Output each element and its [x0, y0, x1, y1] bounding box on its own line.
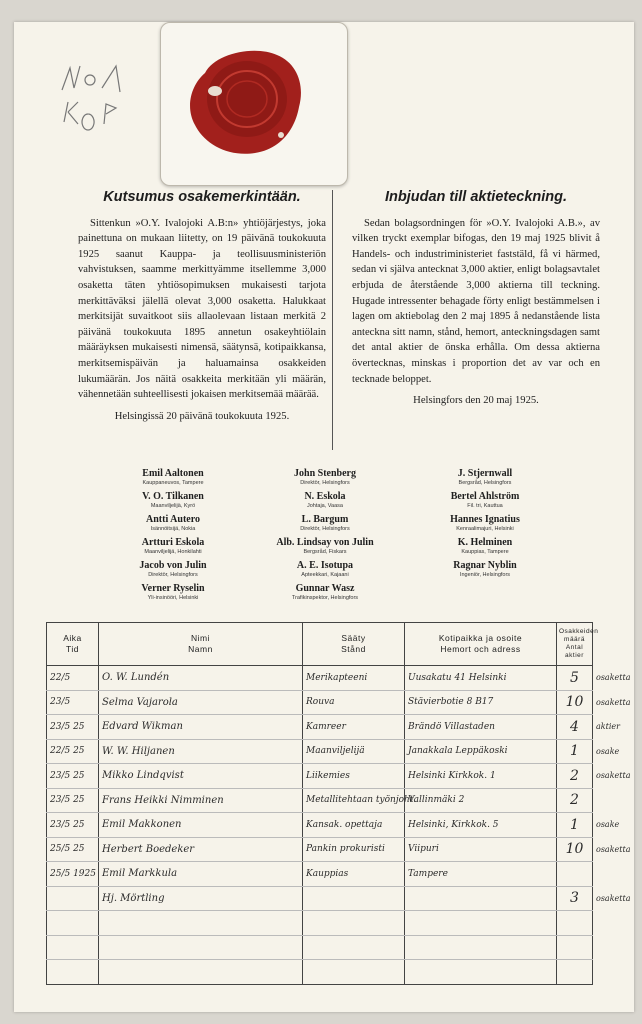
- cell-status: [303, 960, 405, 985]
- cell-margin: osake: [596, 820, 620, 830]
- cell-address: Helsinki, Kirkkok. 5: [405, 813, 557, 838]
- seal-tab: [160, 22, 348, 186]
- cell-shares: 1: [557, 813, 593, 838]
- cell-time: 25/5 1925: [47, 862, 99, 887]
- cell-name: Emil Makkonen: [99, 813, 303, 838]
- signatory-name: J. Stjernwall: [457, 468, 513, 479]
- signatory-name: Bertel Ahlström: [450, 491, 520, 502]
- cell-time: 23/5: [47, 690, 99, 715]
- cell-time: [47, 935, 99, 960]
- signatory-column-3: [390, 468, 580, 583]
- cell-address: Uusakatu 41 Helsinki: [405, 666, 557, 691]
- table-row: [47, 813, 629, 838]
- signatory-title: Direktör, Helsingfors: [148, 572, 198, 578]
- pencil-mark: [58, 58, 158, 128]
- cell-address: [405, 960, 557, 985]
- finnish-body: Sittenkun »O.Y. Ivalojoki A.B:n» yhtiöjärjestys, joka painettuna on mukaan liitetty, on 19 päivänä toukokuuta 1925 saanut Kauppa- ja teollisuusministeriön vahvistuksen, saamme merkittyämme itsellemme 3,000 osaketta täten yhtiösopimuksen mukaisesti tarjota merkittäväksi jälellä olevat 3,000 osaketta. Halukkaat merkitsijät suvaitkoot siis allaolevaan listaan merkitä 2 päivänä toukokuuta 1895 annetun osakeyhtiölain määräyksen mukaisesti nimensä, säätynsä, kotipaikkansa, merkitsemispäivän ja haluamainsa osakkeiden lukumäärän. Jos näitä osakkeita merkitään yli määrän, vähennetään suhteellisesti jokaisen merkitsemää määrää.: [78, 217, 326, 401]
- signatory-title: Maanviljelijä, Kyrö: [150, 503, 196, 509]
- signatory-title: Ingeniör, Helsingfors: [459, 572, 511, 578]
- signatory-title: Bergsråd, Helsingfors: [458, 480, 512, 486]
- cell-name: Edvard Wikman: [99, 715, 303, 740]
- signatory-name: Jacob von Julin: [139, 560, 207, 571]
- signatory-title: Apteekkari, Kajaani: [301, 572, 349, 578]
- cell-status: Maanviljelijä: [303, 739, 405, 764]
- cell-shares: 2: [557, 764, 593, 789]
- cell-status: Kauppias: [303, 862, 405, 887]
- signatory-name: Ragnar Nyblin: [453, 560, 517, 571]
- signatory-title: Yli-insinööri, Helsinki: [147, 595, 199, 601]
- cell-address: Helsinki Kirkkok. 1: [405, 764, 557, 789]
- signatory: [390, 491, 580, 514]
- signatory: [390, 468, 580, 491]
- signatory-name: Verner Ryselin: [141, 583, 205, 594]
- cell-address: Viipuri: [405, 837, 557, 862]
- cell-name: [99, 935, 303, 960]
- column-header-status: Sääty Stånd: [303, 623, 405, 666]
- table-row: [47, 764, 629, 789]
- cell-address: Janakkala Leppäkoski: [405, 739, 557, 764]
- cell-shares: [557, 935, 593, 960]
- cell-address: [405, 935, 557, 960]
- cell-time: 22/5 25: [47, 739, 99, 764]
- cell-time: 23/5 25: [47, 715, 99, 740]
- column-header-time: Aika Tid: [47, 623, 99, 666]
- signatory-title: Bergsråd, Fiskars: [303, 549, 347, 555]
- cell-margin: [593, 911, 629, 936]
- cell-margin: osaketta: [596, 771, 631, 781]
- cell-status: Kansak. opettaja: [303, 813, 405, 838]
- cell-margin: osaketta: [596, 844, 631, 854]
- signatory: [230, 583, 420, 606]
- cell-time: [47, 960, 99, 985]
- cell-margin: osake: [596, 746, 620, 756]
- cell-shares: 5: [557, 666, 593, 691]
- cell-time: 23/5 25: [47, 788, 99, 813]
- table-body: [47, 666, 629, 985]
- cell-status: [303, 911, 405, 936]
- cell-margin: osaketta: [596, 893, 631, 903]
- cell-shares: 2: [557, 788, 593, 813]
- cell-shares: [557, 911, 593, 936]
- table-row: [47, 935, 629, 960]
- table-header: [47, 623, 629, 666]
- signatory-name: Artturi Eskola: [141, 537, 205, 548]
- signatory-title: Direktör, Helsingfors: [300, 480, 350, 486]
- cell-name: O. W. Lundén: [99, 666, 303, 691]
- cell-status: Rouva: [303, 690, 405, 715]
- cell-shares: 3: [557, 886, 593, 911]
- cell-time: 23/5 25: [47, 764, 99, 789]
- table-row: [47, 911, 629, 936]
- cell-name: [99, 960, 303, 985]
- cell-margin: [593, 960, 629, 985]
- swedish-heading: Inbjudan till aktieteckning.: [384, 189, 568, 205]
- signatory-name: A. E. Isotupa: [296, 560, 354, 571]
- column-divider: [332, 190, 333, 450]
- swedish-invitation: [352, 190, 600, 409]
- cell-address: Stävierbotie 8 B17: [405, 690, 557, 715]
- finnish-invitation: [78, 190, 326, 424]
- cell-shares: [557, 862, 593, 887]
- cell-time: 25/5 25: [47, 837, 99, 862]
- signatory-title: Fil. tri, Kauttua: [467, 503, 503, 509]
- signatory-name: N. Eskola: [304, 491, 346, 502]
- signatory: [390, 560, 580, 583]
- cell-time: [47, 886, 99, 911]
- column-header-shares: Osakkeiden määrä Antal aktier: [557, 623, 593, 666]
- signatory: [390, 537, 580, 560]
- cell-shares: [557, 960, 593, 985]
- table-row: [47, 715, 629, 740]
- subscription-form-sheet: [14, 22, 634, 1012]
- cell-name: W. W. Hiljanen: [99, 739, 303, 764]
- table-row: [47, 739, 629, 764]
- cell-shares: 10: [557, 837, 593, 862]
- column-header-name: Nimi Namn: [99, 623, 303, 666]
- cell-shares: 10: [557, 690, 593, 715]
- signatory-title: Trafikinspektor, Helsingfors: [291, 595, 359, 601]
- cell-status: Liikemies: [303, 764, 405, 789]
- cell-time: [47, 911, 99, 936]
- cell-margin: [593, 788, 629, 813]
- table-row: [47, 960, 629, 985]
- cell-name: Mikko Lindqvist: [99, 764, 303, 789]
- cell-name: Emil Markkula: [99, 862, 303, 887]
- cell-status: Merikapteeni: [303, 666, 405, 691]
- cell-shares: 1: [557, 739, 593, 764]
- cell-status: Metallitehtaan työnjoht.: [303, 788, 405, 813]
- cell-name: Frans Heikki Nimminen: [99, 788, 303, 813]
- signatory-name: Antti Autero: [146, 514, 200, 525]
- cell-shares: 4: [557, 715, 593, 740]
- cell-address: [405, 886, 557, 911]
- cell-margin: osaketta: [596, 673, 631, 683]
- signatory-title: Isännöitsijä, Nokia: [150, 526, 196, 532]
- cell-address: [405, 911, 557, 936]
- signatory-title: Kauppias, Tampere: [461, 549, 509, 555]
- cell-address: Vallinmäki 2: [405, 788, 557, 813]
- subscription-table: [46, 622, 629, 985]
- cell-margin: [593, 862, 629, 887]
- table-row: [47, 690, 629, 715]
- cell-status: [303, 886, 405, 911]
- cell-margin: osaketta: [596, 697, 631, 707]
- table-row: [47, 886, 629, 911]
- signatory-title: Kauppaneuvos, Tampere: [142, 480, 204, 486]
- signatory-title: Johtaja, Vaasa: [307, 503, 343, 509]
- signatory-name: Alb. Lindsay von Julin: [276, 537, 374, 548]
- cell-time: 22/5: [47, 666, 99, 691]
- column-header-address: Kotipaikka ja osoite Hemort och adress: [405, 623, 557, 666]
- signatory-name: John Stenberg: [294, 468, 356, 479]
- signatory-title: Kenraalimajuri, Helsinki: [456, 526, 514, 532]
- cell-time: 23/5 25: [47, 813, 99, 838]
- signatory-title: Maanviljelijä, Honkilahti: [144, 549, 202, 555]
- table-row: [47, 666, 629, 691]
- table-row: [47, 837, 629, 862]
- finnish-heading: Kutsumus osakemerkintään.: [103, 189, 301, 205]
- signatory-name: Emil Aaltonen: [142, 468, 204, 479]
- signatory: [390, 514, 580, 537]
- cell-address: Tampere: [405, 862, 557, 887]
- signatory-title: Direktör, Helsingfors: [300, 526, 350, 532]
- cell-name: Herbert Boedeker: [99, 837, 303, 862]
- table-row: [47, 788, 629, 813]
- signatory-name: V. O. Tilkanen: [142, 491, 204, 502]
- cell-status: Kamreer: [303, 715, 405, 740]
- swedish-place-date: Helsingfors den 20 maj 1925.: [413, 395, 539, 407]
- cell-status: [303, 935, 405, 960]
- cell-name: Selma Vajarola: [99, 690, 303, 715]
- cell-margin: aktier: [596, 722, 620, 732]
- table-row: [47, 862, 629, 887]
- cell-status: Pankin prokuristi: [303, 837, 405, 862]
- cell-address: Brändö Villastaden: [405, 715, 557, 740]
- signatory-name: K. Helminen: [457, 537, 513, 548]
- cell-name: Hj. Mörtling: [99, 886, 303, 911]
- wax-seal-icon: [185, 45, 303, 157]
- finnish-place-date: Helsingissä 20 päivänä toukokuuta 1925.: [114, 410, 290, 422]
- swedish-body: Sedan bolagsordningen för »O.Y. Ivalojoki A.B.», av vilken tryckt exemplar bifogas, den 19 maj 1925 blivit å Handels- och industriministeriet faststäld, få vi härmed, sedan vi själva antecknat 3,000 aktier, enligt bolagsavtalet erbjuda de återstående 3,000 aktierna till teckning. Hugade intressenter behagade förty enligt bestämmelsen i lagen om aktiebolag den 2 maj 1895 å nedanstående lista anteckna sitt namn, stånd, hemort, anteckningsdagen samt det antal aktier de önska erhålla. Om dessa aktierna övertecknas, minskas i proportion det av var och en tecknade beloppet.: [352, 217, 600, 385]
- signatory-name: L. Bargum: [301, 514, 349, 525]
- signatory-name: Gunnar Wasz: [295, 583, 355, 594]
- signatory-name: Hannes Ignatius: [450, 514, 520, 525]
- cell-margin: [593, 935, 629, 960]
- cell-name: [99, 911, 303, 936]
